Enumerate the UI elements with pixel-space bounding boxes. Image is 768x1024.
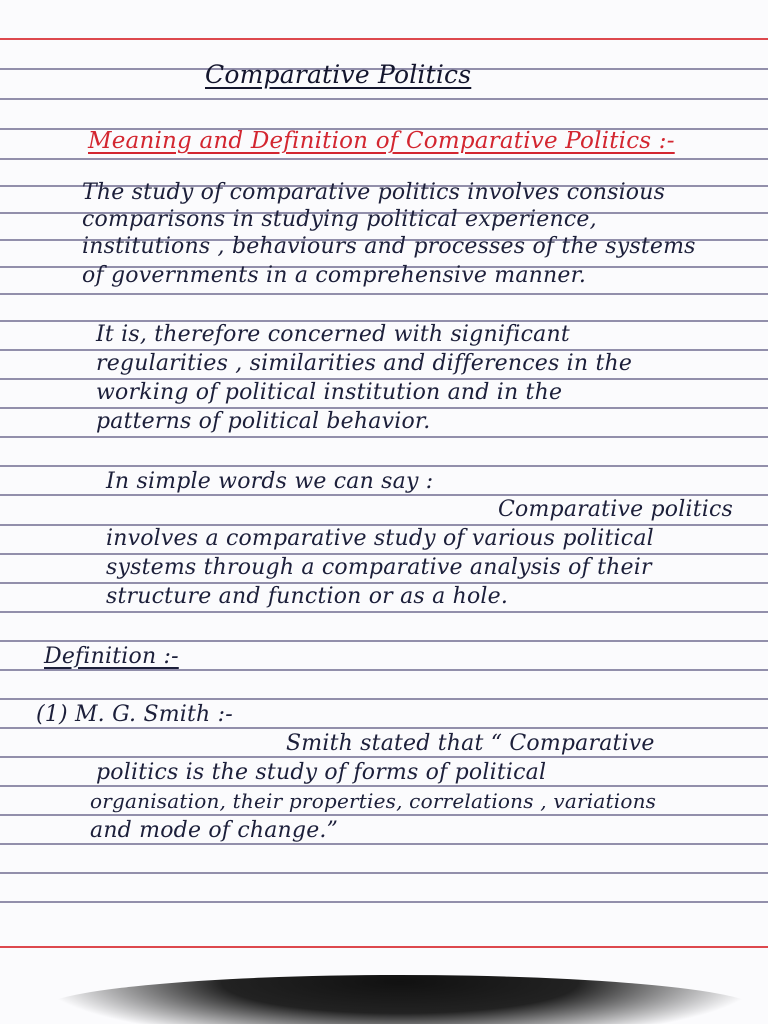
bottom-margin-rule (0, 946, 768, 948)
ruled-line (0, 158, 768, 160)
ruled-line (0, 98, 768, 100)
paragraph-1-line: comparisons in studying political experience, (82, 207, 597, 232)
paragraph-3-continuation: Comparative politics (498, 497, 733, 522)
definition-1-line: and mode of change.” (90, 818, 339, 843)
paragraph-2-line: patterns of political behavior. (96, 409, 431, 434)
paragraph-2-line: regularities , similarities and differences in the (96, 351, 633, 376)
ruled-line (0, 669, 768, 671)
ruled-line (0, 611, 768, 613)
paragraph-1-line: The study of comparative politics involves consious (82, 180, 666, 205)
ruled-line (0, 872, 768, 874)
definition-1-intro: Smith stated that “ Comparative (286, 731, 655, 756)
ruled-line (0, 756, 768, 758)
paragraph-1-line: of governments in a comprehensive manner. (82, 263, 587, 288)
paragraph-3-line: involves a comparative study of various political (106, 526, 654, 551)
ruled-line (0, 436, 768, 438)
section-heading: Meaning and Definition of Comparative Politics :- (88, 128, 675, 154)
ruled-line (0, 465, 768, 467)
ruled-line (0, 901, 768, 903)
ruled-line (0, 814, 768, 816)
paragraph-3-lead: In simple words we can say : (106, 469, 434, 494)
ruled-line (0, 843, 768, 845)
top-margin-rule (0, 38, 768, 40)
paragraph-3-line: structure and function or as a hole. (106, 584, 509, 609)
page-edge-shadow (40, 975, 760, 1024)
paragraph-2-line: It is, therefore concerned with significant (96, 322, 570, 347)
ruled-line (0, 698, 768, 700)
definition-label: Definition :- (44, 644, 179, 669)
definition-1-label: (1) M. G. Smith :- (36, 702, 233, 727)
ruled-line (0, 293, 768, 295)
page-title: Comparative Politics (205, 60, 472, 89)
ruled-line (0, 727, 768, 729)
paragraph-2-line: working of political institution and in the (96, 380, 563, 405)
definition-1-line: politics is the study of forms of political (96, 760, 547, 785)
paragraph-1-line: institutions , behaviours and processes of the systems (82, 234, 696, 259)
ruled-line (0, 494, 768, 496)
definition-1-line: organisation, their properties, correlations , variations (90, 789, 657, 813)
ruled-line (0, 785, 768, 787)
paragraph-3-line: systems through a comparative analysis of their (106, 555, 652, 580)
ruled-line (0, 640, 768, 642)
